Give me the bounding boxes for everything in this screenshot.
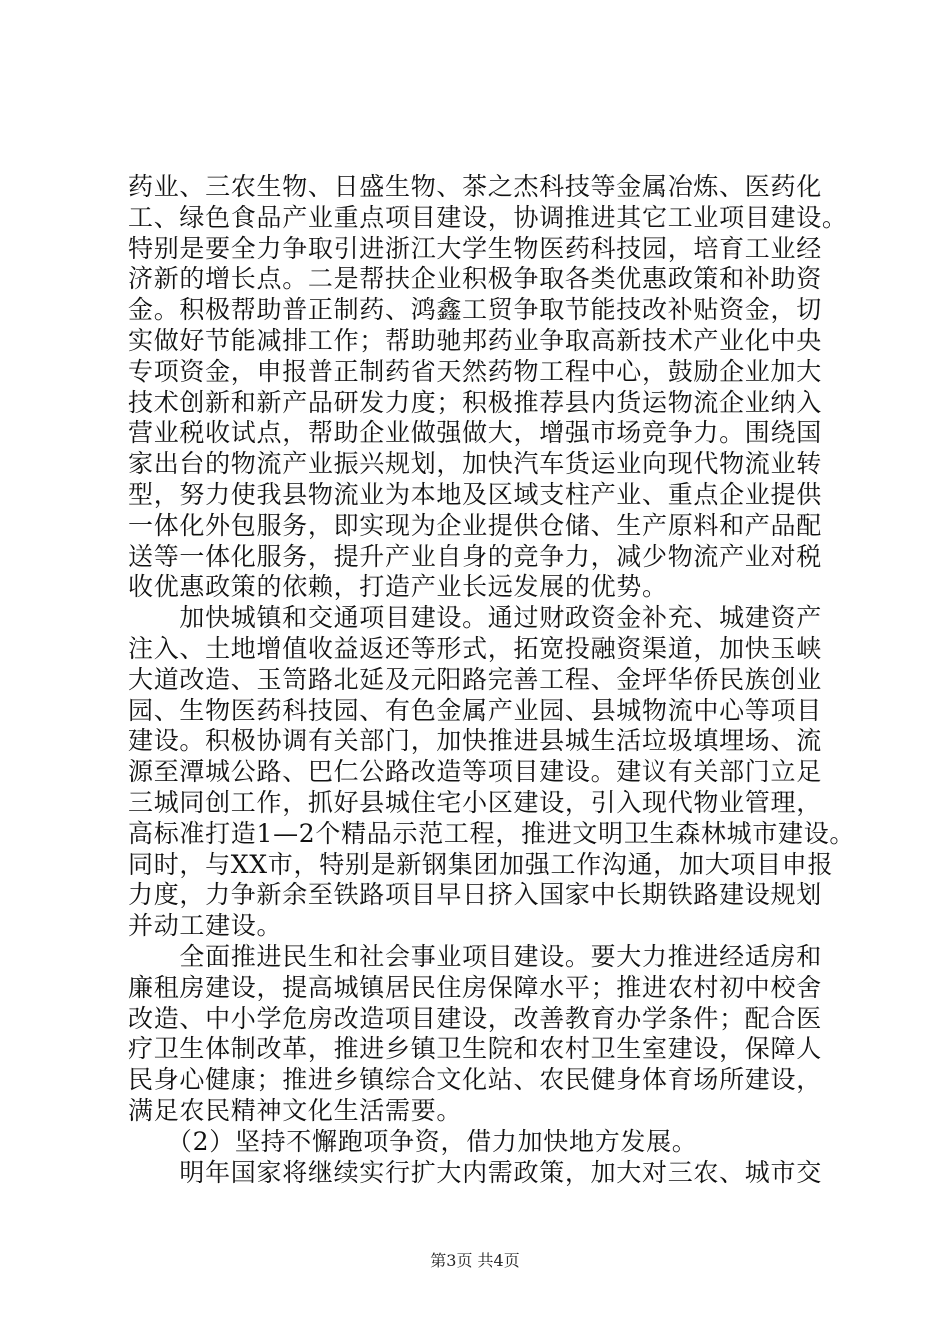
text-line: 专项资金，申报普正制药省天然药物工程中心，鼓励企业加大: [128, 356, 822, 386]
text-line: 加快城镇和交通项目建设。通过财政资金补充、城建资产: [128, 603, 822, 633]
text-line: 送等一体化服务，提升产业自身的竞争力，减少物流产业对税: [128, 541, 822, 571]
text-line: 满足农民精神文化生活需要。: [128, 1095, 463, 1125]
text-line: 营业税收试点，帮助企业做强做大，增强市场竞争力。围绕国: [128, 418, 822, 448]
text-line: 三城同创工作，抓好县城住宅小区建设，引入现代物业管理，: [128, 787, 822, 817]
text-line: 并动工建设。: [128, 911, 283, 941]
text-line: 廉租房建设，提高城镇居民住房保障水平；推进农村初中校舍: [128, 972, 822, 1002]
text-line: 高标准打造1—2个精品示范工程，推进文明卫生森林城市建设。: [128, 818, 856, 848]
text-line: 实做好节能减排工作；帮助驰邦药业争取高新技术产业化中央: [128, 325, 822, 355]
text-line: 民身心健康；推进乡镇综合文化站、农民健身体育场所建设，: [128, 1065, 822, 1095]
text-line: 金。积极帮助普正制药、鸿鑫工贸争取节能技改补贴资金，切: [128, 295, 822, 325]
text-line: 一体化外包服务，即实现为企业提供仓储、生产原料和产品配: [128, 510, 822, 540]
text-line: 特别是要全力争取引进浙江大学生物医药科技园，培育工业经: [128, 233, 822, 263]
text-line: 家出台的物流产业振兴规划，加快汽车货运业向现代物流业转: [128, 449, 822, 479]
text-line: 疗卫生体制改革，推进乡镇卫生院和农村卫生室建设，保障人: [128, 1034, 822, 1064]
text-line: 全面推进民生和社会事业项目建设。要大力推进经适房和: [128, 941, 822, 971]
text-line: 园、生物医药科技园、有色金属产业园、县城物流中心等项目: [128, 695, 822, 725]
text-line: 改造、中小学危房改造项目建设，改善教育办学条件；配合医: [128, 1003, 822, 1033]
text-line: 药业、三农生物、日盛生物、茶之杰科技等金属冶炼、医药化: [128, 172, 822, 201]
text-line: 大道改造、玉笥路北延及元阳路完善工程、金坪华侨民族创业: [128, 664, 822, 694]
text-line: 型，努力使我县物流业为本地及区域支柱产业、重点企业提供: [128, 479, 822, 509]
text-line: 收优惠政策的依赖，打造产业长远发展的优势。: [128, 572, 668, 602]
text-line: 明年国家将继续实行扩大内需政策，加大对三农、城市交: [128, 1157, 822, 1187]
text-line: 济新的增长点。二是帮扶企业积极争取各类优惠政策和补助资: [128, 264, 822, 294]
text-line: 建设。积极协调有关部门，加快推进县城生活垃圾填埋场、流: [128, 726, 822, 756]
text-line: （2）坚持不懈跑项争资，借力加快地方发展。: [128, 1126, 698, 1156]
text-line: 注入、土地增值收益返还等形式，拓宽投融资渠道，加快玉峡: [128, 633, 822, 663]
text-line: 源至潭城公路、巴仁公路改造等项目建设。建议有关部门立足: [128, 757, 822, 787]
text-line: 力度，力争新余至铁路项目早日挤入国家中长期铁路建设规划: [128, 880, 822, 910]
body-text: [128, 172, 856, 1188]
text-line: 工、绿色食品产业重点项目建设，协调推进其它工业项目建设。: [128, 202, 848, 232]
text-line: 技术创新和新产品研发力度；积极推荐县内货运物流企业纳入: [128, 387, 822, 417]
page-footer: 第3页 共4页: [430, 1251, 520, 1270]
text-line: 同时，与XX市，特别是新钢集团加强工作沟通，加大项目申报: [128, 849, 834, 879]
